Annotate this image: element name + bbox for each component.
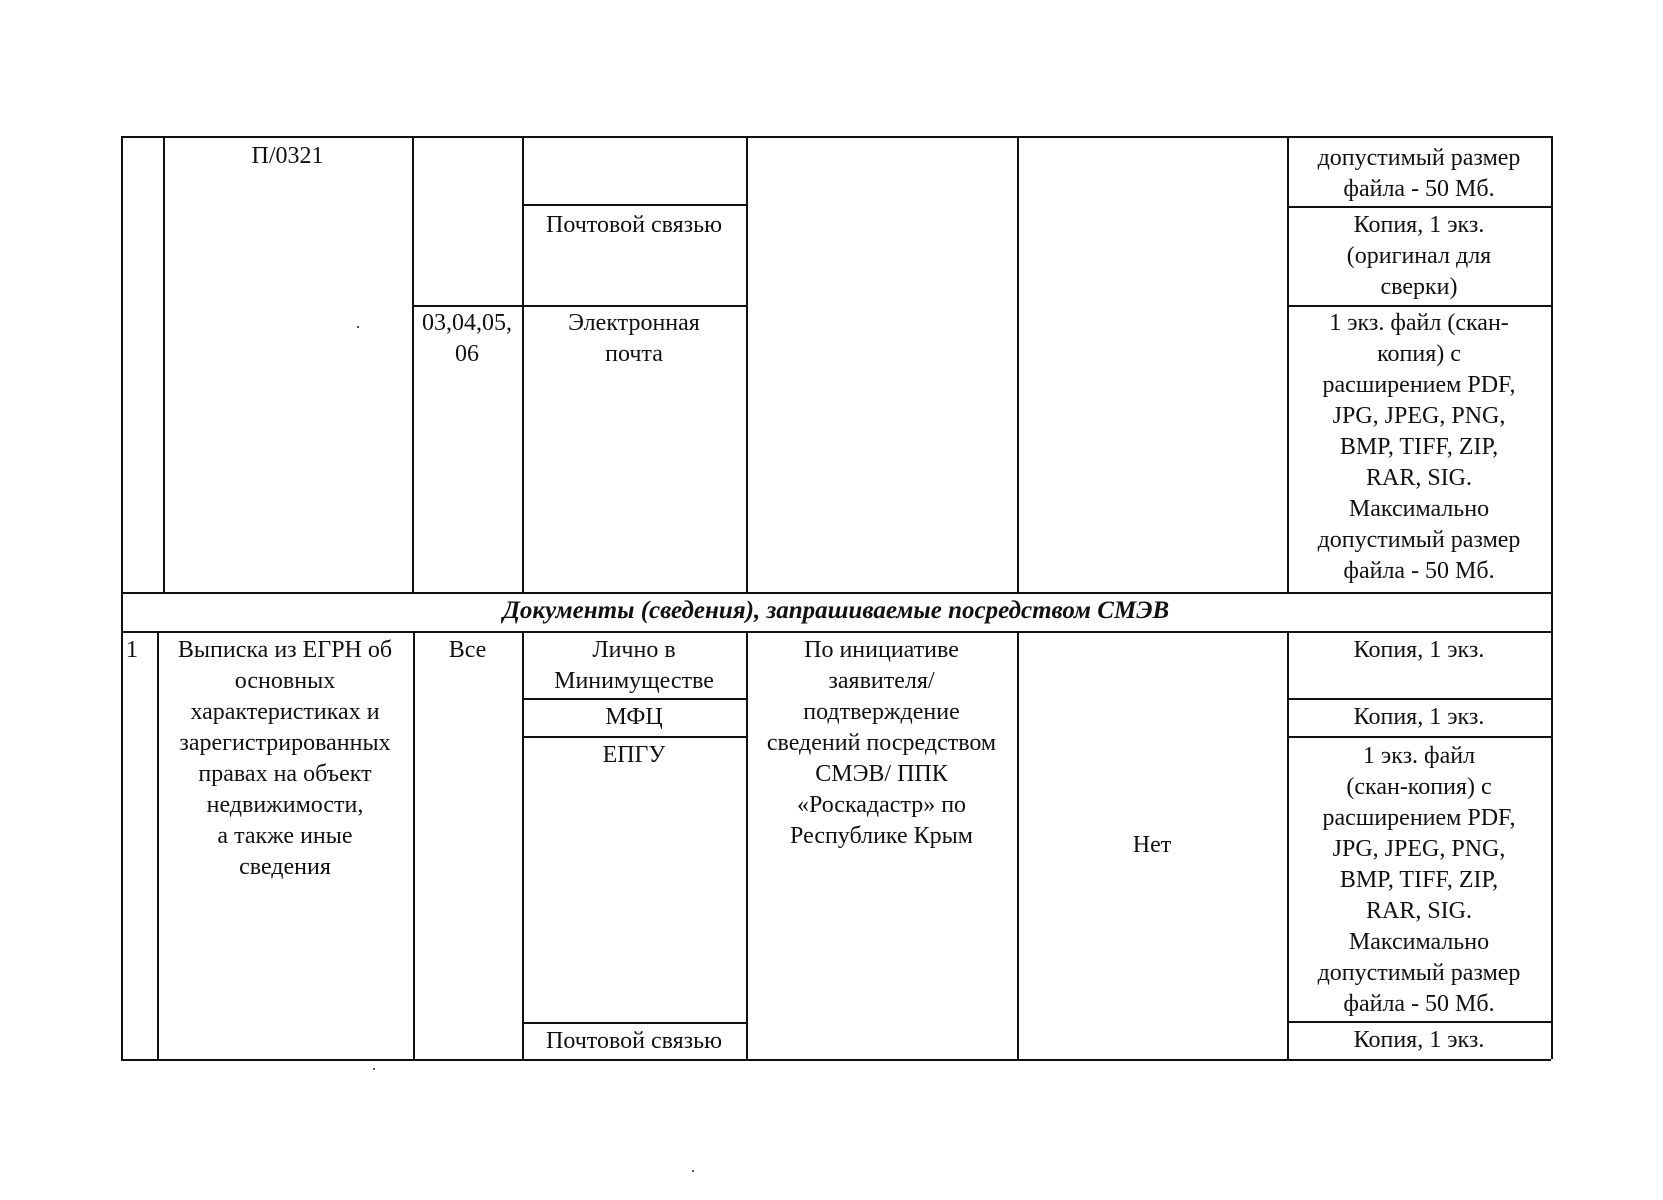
- table-top-border: [121, 136, 1551, 138]
- row1-method-post: Почтовой связью: [545, 1028, 723, 1054]
- row1-form-personal: Копия, 1 экз.: [1353, 637, 1485, 663]
- method-email-top: Электронная почта: [568, 310, 700, 367]
- top-col-edge-right: [1551, 136, 1553, 592]
- top-col-edge-left: [121, 136, 123, 592]
- section-edge-right: [1551, 592, 1553, 631]
- document-code: П/0321: [251, 143, 324, 169]
- form-post-top: Копия, 1 экз. (оригинал для сверки): [1346, 212, 1492, 300]
- top-col-edge-number: [163, 136, 165, 592]
- row1-divider-mfc: [522, 698, 746, 700]
- row1-divider-post: [522, 1022, 746, 1024]
- row1-form-mfc: Копия, 1 экз.: [1353, 704, 1485, 730]
- email-categories: 03,04,05, 06: [422, 310, 512, 367]
- row-divider-form-email: [1287, 305, 1551, 307]
- scan-speck: [692, 1170, 694, 1172]
- row1-form-epgu: 1 экз. файл (скан-копия) с расширением PDF, JPG, JPEG, PNG, BMP, TIFF, ZIP, RAR, SIG. Максимально допустимый размер файла - 50 Мб.: [1317, 743, 1521, 1017]
- row1-mandatory: Нет: [1132, 832, 1172, 858]
- section-bottom-border: [121, 631, 1551, 633]
- row1-basis: По инициативе заявителя/ подтверждение сведений посредством СМЭВ/ ППК «Роскадастр» по Республике Крым: [766, 637, 997, 849]
- scan-speck: [357, 326, 359, 328]
- row1-document-name: Выписка из ЕГРН об основных характеристиках и зарегистрированных правах на объект недвижимости, а также иные сведения: [177, 637, 393, 880]
- section-title: Документы (сведения), запрашиваемые посредством СМЭВ: [502, 597, 1170, 624]
- top-col-edge-method: [746, 136, 748, 592]
- scan-speck: [373, 1068, 375, 1070]
- row1-divider-form-epgu: [1287, 736, 1551, 738]
- row1-method-personal: Лично в Минимуществе: [554, 637, 714, 694]
- form-email-top: 1 экз. файл (скан- копия) с расширением PDF, JPG, JPEG, PNG, BMP, TIFF, ZIP, RAR, SIG. Максимально допустимый размер файла - 50 Мб.: [1317, 310, 1521, 584]
- table-bottom-border: [121, 1059, 1551, 1061]
- row1-divider-form-mfc: [1287, 698, 1551, 700]
- row1-categories: Все: [448, 637, 487, 663]
- row1-divider-form-post: [1287, 1021, 1551, 1023]
- row1-col-edge-left: [121, 631, 123, 1059]
- top-col-edge-basis: [1017, 136, 1019, 592]
- row-divider-method-top: [522, 204, 746, 206]
- method-post-top: Почтовой связью: [545, 212, 723, 238]
- form-top-continuation: допустимый размер файла - 50 Мб.: [1317, 145, 1521, 202]
- row1-col-edge-right: [1551, 631, 1553, 1059]
- row1-form-post: Копия, 1 экз.: [1353, 1027, 1485, 1053]
- row1-number: 1: [126, 637, 138, 663]
- row1-col-edge-name: [413, 631, 415, 1059]
- row1-divider-epgu: [522, 736, 746, 738]
- row1-method-mfc: МФЦ: [605, 704, 663, 730]
- row-divider-email: [412, 305, 746, 307]
- row1-method-epgu: ЕПГУ: [602, 742, 666, 768]
- row-divider-form-top: [1287, 206, 1551, 208]
- section-top-border: [121, 592, 1551, 594]
